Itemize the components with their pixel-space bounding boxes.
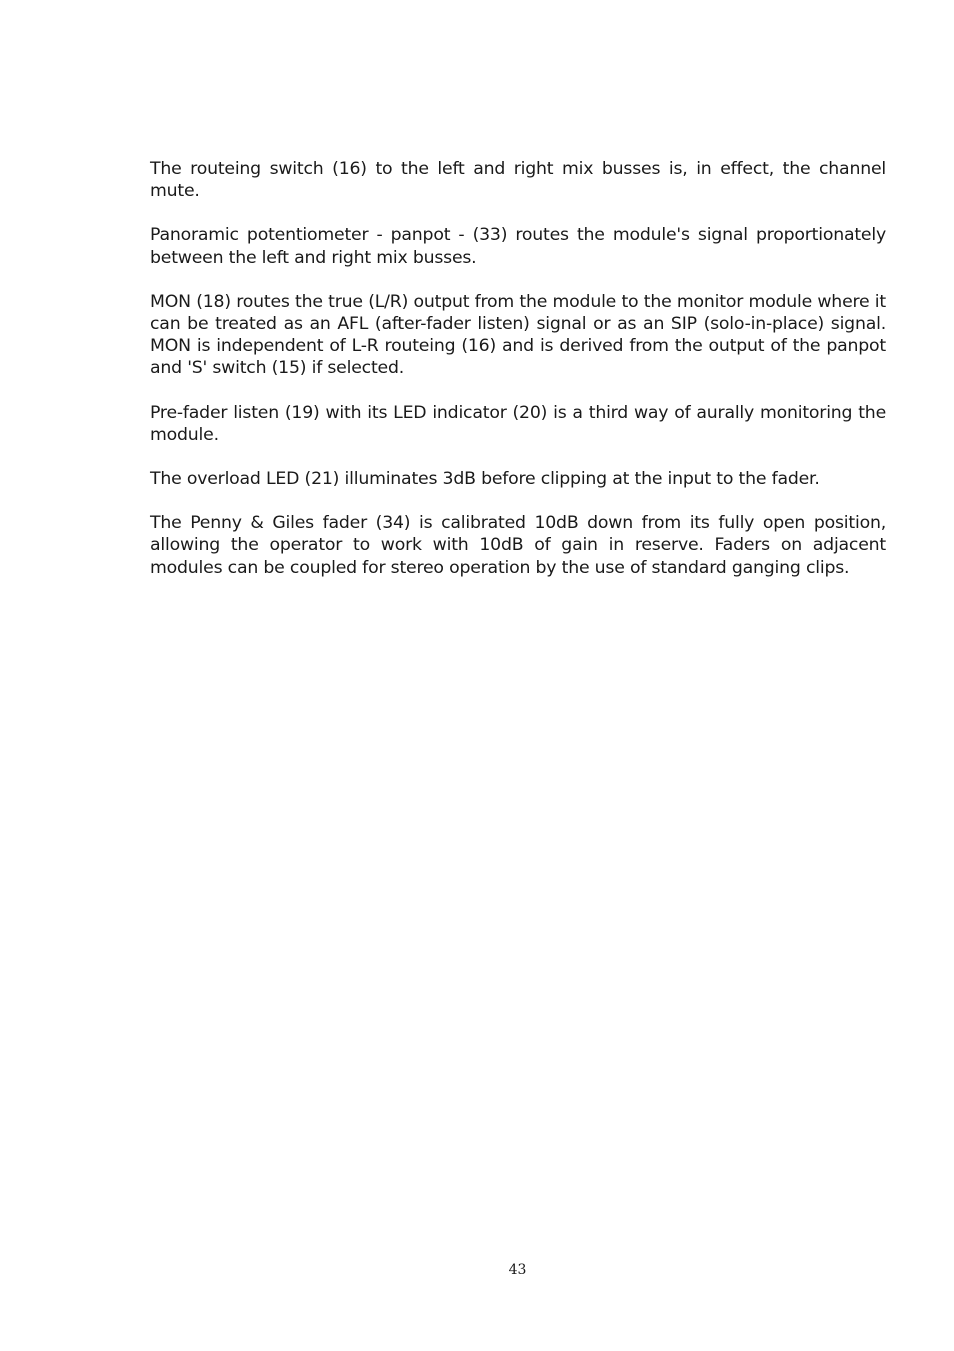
paragraph-pre-fader-listen: Pre-fader listen (19) with its LED indicator (20) is a third way of aurally monitoring the module. [150,402,886,445]
paragraph-routeing-switch: The routeing switch (16) to the left and right mix busses is, in effect, the channel mute. [150,159,886,202]
paragraph-overload-led: The overload LED (21) illuminates 3dB before clipping at the input to the fader. [150,469,820,490]
paragraph-fader: The Penny & Giles fader (34) is calibrated 10dB down from its fully open position, allowing the operator to work with 10dB of gain in reserve. Faders on adjacent modules can be coupled for stereo operation by the use of standard ganging clips. [150,513,886,578]
page-number: 43 [508,1262,527,1278]
paragraph-panpot: Panoramic potentiometer - panpot - (33) routes the module's signal proportionately between the left and right mix busses. [150,225,886,268]
body-text [150,158,886,601]
paragraph-mon: MON (18) routes the true (L/R) output from the module to the monitor module where it can be treated as an AFL (after-fader listen) signal or as an SIP (solo-in-place) signal. MON is independent of L-R routeing (16) and is derived from the output of the panpot and 'S' switch (15) if selected. [150,291,886,379]
